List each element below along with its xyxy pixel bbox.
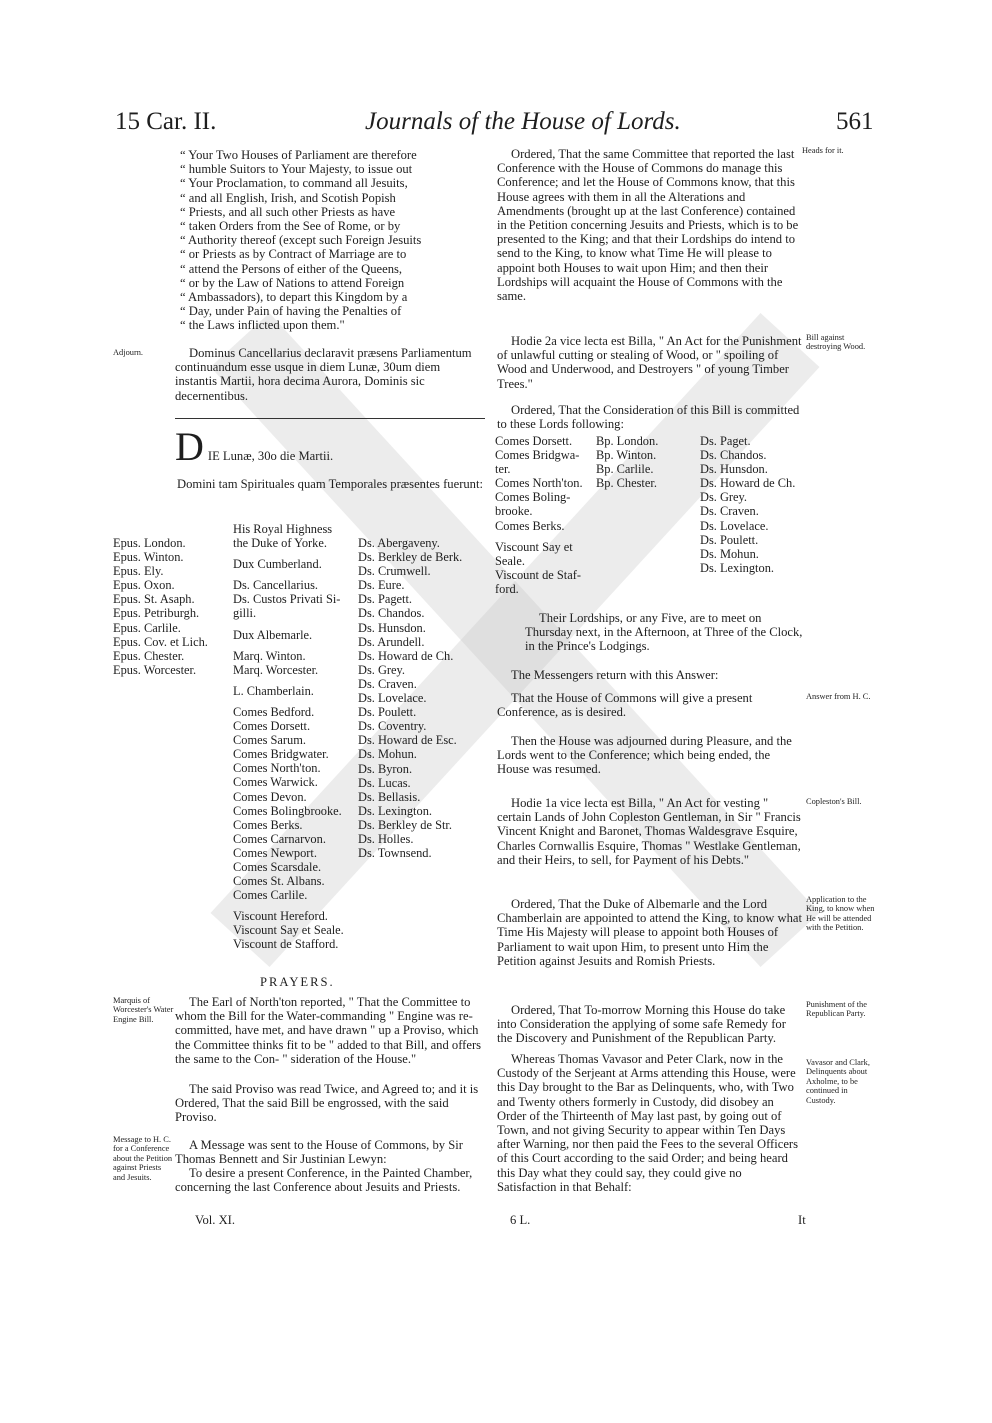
bishop-name: Epus. Cov. et Lich. bbox=[113, 634, 208, 649]
committee-member: Ds. Poulett. bbox=[700, 532, 759, 547]
committee-member: Comes North'ton. bbox=[495, 476, 583, 491]
quote-line: “ the Laws inflicted upon them." bbox=[180, 318, 485, 332]
lord-name: Viscount Say et Seale. bbox=[233, 923, 344, 938]
lord-name bbox=[233, 902, 344, 909]
running-head-regnal: 15 Car. II. bbox=[115, 108, 217, 135]
margin-note-application: Application to the King, to know when He will be attended with the Petition. bbox=[806, 895, 875, 933]
baron-name: Ds. Coventry. bbox=[358, 719, 427, 734]
committee-member: brooke. bbox=[495, 504, 533, 519]
punishment-paragraph: Ordered, That To-morrow Morning this House do take into Consideration the applying of some safe Remedy for the Discovery and Punishment of the Republican Party. bbox=[497, 1003, 786, 1046]
lord-name: Ds. Cancellarius. bbox=[233, 578, 318, 593]
baron-name: Ds. Bellasis. bbox=[358, 789, 421, 804]
petition-quote bbox=[180, 148, 485, 333]
wood-bill-paragraph: Hodie 2a vice lecta est Billa, " An Act for the Punishment of unlawful cutting or stealing of Wood, or " spoiling of Wood and Underwood, and Destroyers " of young Timber Trees." bbox=[497, 334, 802, 391]
page-number: 561 bbox=[836, 108, 874, 135]
drop-cap: D bbox=[175, 424, 204, 469]
committee-member: Seale. bbox=[495, 553, 525, 568]
bishop-name: Epus. Worcester. bbox=[113, 662, 197, 677]
baron-name: Ds. Abergaveny. bbox=[358, 536, 440, 550]
quote-line: “ Authority thereof (except such Foreign Jesuits bbox=[180, 233, 485, 247]
lord-name: Comes Bridgwater. bbox=[233, 747, 329, 762]
catchword: It bbox=[798, 1213, 806, 1227]
baron-name: Ds. Howard de Ch. bbox=[358, 648, 454, 663]
committee-member: Comes Dorsett. bbox=[495, 434, 573, 448]
committee-member: Bp. Carlile. bbox=[596, 462, 654, 477]
lord-name: Marq. Worcester. bbox=[233, 662, 319, 677]
margin-note-adjourn: Adjourn. bbox=[113, 348, 144, 357]
baron-name: Ds. Byron. bbox=[358, 761, 413, 776]
committee-member: Comes Boling- bbox=[495, 490, 571, 505]
baron-name: Ds. Berkley de Berk. bbox=[358, 550, 463, 565]
bishop-name: Epus. Oxon. bbox=[113, 578, 175, 593]
running-head-title: Journals of the House of Lords. bbox=[365, 108, 681, 135]
baron-name: Ds. Howard de Esc. bbox=[358, 733, 457, 748]
quote-line: “ and all English, Irish, and Scotish Popish bbox=[180, 191, 485, 205]
answer-paragraph: That the House of Commons will give a present Conference, as is desired. bbox=[497, 691, 753, 720]
lord-name bbox=[233, 571, 344, 578]
margin-note-copleston: Copleston's Bill. bbox=[806, 797, 862, 806]
lord-name bbox=[233, 621, 344, 628]
margin-note-vavasor: Vavasor and Clark, Delinquents about Axholme, to be continued in Custody. bbox=[806, 1058, 870, 1105]
present-heading: Domini tam Spirituales quam Temporales præsentes fuerunt: bbox=[177, 477, 483, 491]
bishop-name: Epus. London. bbox=[113, 536, 186, 550]
meeting-paragraph: Their Lordships, or any Five, are to meet on Thursday next, in the Afternoon, at Three of the Clock, in the Prince's Lodgings. bbox=[525, 611, 803, 654]
date-heading bbox=[175, 424, 334, 469]
lord-name: Comes Newport. bbox=[233, 845, 317, 860]
quote-line: “ Day, under Pain of having the Penalties of bbox=[180, 304, 485, 318]
baron-name: Ds. Lovelace. bbox=[358, 691, 427, 706]
baron-name: Ds. Eure. bbox=[358, 578, 405, 593]
lord-name bbox=[233, 677, 344, 684]
baron-name: Ds. Chandos. bbox=[358, 606, 425, 621]
signature-mark: 6 L. bbox=[510, 1213, 531, 1227]
committee-member: Ds. Howard de Ch. bbox=[700, 476, 796, 491]
message-paragraph: A Message was sent to the House of Commons, by Sir Thomas Bennett and Sir Justinian Lewyn: bbox=[175, 1138, 463, 1167]
barons-list bbox=[358, 536, 462, 860]
lord-name: Comes Carlile. bbox=[233, 888, 308, 903]
committee-member: Bp. Chester. bbox=[596, 476, 657, 491]
lord-name: Comes Dorsett. bbox=[233, 719, 311, 734]
lord-name: Dux Albemarle. bbox=[233, 627, 313, 642]
lord-name bbox=[233, 698, 344, 705]
committee-member: Viscount de Staf- bbox=[495, 567, 581, 582]
lord-name: Comes Berks. bbox=[233, 817, 303, 832]
quote-line: “ humble Suitors to Your Majesty, to issue out bbox=[180, 162, 485, 176]
lord-name: Viscount de Stafford. bbox=[233, 937, 339, 952]
lord-name: gilli. bbox=[233, 606, 257, 621]
bishop-name: Epus. Winton. bbox=[113, 550, 184, 565]
baron-name: Ds. Lexington. bbox=[358, 803, 432, 818]
bishop-name: Epus. St. Asaph. bbox=[113, 592, 195, 607]
baron-name: Ds. Poulett. bbox=[358, 705, 417, 720]
baron-name: Ds. Lucas. bbox=[358, 775, 411, 790]
volume-footer: Vol. XI. bbox=[195, 1213, 236, 1227]
quote-line: “ Your Two Houses of Parliament are therefore bbox=[180, 148, 485, 162]
committee-member: Comes Bridgwa- bbox=[495, 448, 580, 463]
baron-name: Ds. Hunsdon. bbox=[358, 620, 426, 635]
quote-line: “ Your Proclamation, to command all Jesuits, bbox=[180, 176, 485, 190]
baron-name: Ds. Berkley de Str. bbox=[358, 817, 452, 832]
lords-temporal-list bbox=[233, 522, 344, 952]
lord-name: Comes Warwick. bbox=[233, 775, 318, 790]
water-engine-report: The Earl of North'ton reported, " That the Committee to whom the Bill for the Water-commanding " Engine was re-committed, have met, and have drawn " up a Proviso, which the Committee thinks fit to be " added to that Bill, and offers the same to the Con- " sideration of the House." bbox=[175, 995, 482, 1066]
quote-line: “ Ambassadors), to depart this Kingdom by a bbox=[180, 290, 485, 304]
ordered-committee-paragraph: Ordered, That the same Committee that reported the last Conference with the House of Commons do manage this Conference; and let the House of Commons know, that this House agrees with them in all the Alterations and Amendments (brought up at the last Conference) contained in the Petition concerning Jesuits and Priests, which is to be presented to the King; and that their Lordships do intend to send to the King, to know what Time He will please to appoint both Houses to wait upon Him; and then their Lordships will acquaint the House of Commons with the same. bbox=[497, 147, 799, 304]
committee-member: Comes Berks. bbox=[495, 518, 565, 533]
committee-member: Ds. Lexington. bbox=[700, 560, 774, 575]
lord-name: Comes North'ton. bbox=[233, 761, 321, 776]
margin-note-answer: Answer from H. C. bbox=[806, 692, 871, 701]
conference-paragraph: To desire a present Conference, in the Painted Chamber, concerning the last Conference about Jesuits and Priests. bbox=[175, 1166, 473, 1195]
lord-name: Comes Bedford. bbox=[233, 704, 315, 719]
committee-member: Ds. Lovelace. bbox=[700, 518, 769, 533]
lord-name: Comes Carnarvon. bbox=[233, 831, 326, 846]
proviso-paragraph: The said Proviso was read Twice, and Agreed to; and it is Ordered, That the said Bill be engrossed, with the said Proviso. bbox=[175, 1082, 479, 1125]
committee-member: Viscount Say et bbox=[495, 539, 573, 554]
adjourn-paragraph: Dominus Cancellarius declaravit præsens Parliamentum continuandum esse usque in diem Lunæ, 30um diem instantis Martii, hora decima Aurora, Dominis sic decernentibus. bbox=[175, 346, 472, 403]
committee-member: ter. bbox=[495, 462, 511, 477]
lord-name: Dux Cumberland. bbox=[233, 557, 322, 572]
baron-name: Ds. Holles. bbox=[358, 831, 414, 846]
margin-note-heads: Heads for it. bbox=[802, 146, 844, 155]
copleston-bill-paragraph: Hodie 1a vice lecta est Billa, " An Act for vesting " certain Lands of John Copleston Gentleman, in Sir " Francis Vincent Knight and Baronet, Thomas Waldesgrave Esquire, Charles Cornwallis Esquire, Thomas " Westlake Gentleman, and their Heirs, to sell, for Payment of his Debts." bbox=[497, 796, 801, 867]
quote-line: “ attend the Persons of either of the Queens, bbox=[180, 262, 485, 276]
margin-note-punishment: Punishment of the Republican Party. bbox=[806, 1000, 867, 1019]
quote-line: “ Priests, and all such other Priests as have bbox=[180, 205, 485, 219]
lord-name: Marq. Winton. bbox=[233, 648, 306, 663]
quote-line: “ or by the Law of Nations to attend Foreign bbox=[180, 276, 485, 290]
committee-member: Ds. Mohun. bbox=[700, 546, 759, 561]
baron-name: Ds. Pagett. bbox=[358, 592, 413, 607]
committee-member: Bp. London. bbox=[596, 434, 659, 448]
date-text: IE Lunæ, 30o die Martii. bbox=[207, 449, 334, 463]
committee-member: Ds. Chandos. bbox=[700, 448, 767, 463]
lord-name: Ds. Custos Privati Si- bbox=[233, 592, 341, 607]
quote-line: “ or Priests as by Contract of Marriage are to bbox=[180, 247, 485, 261]
ordered-consideration: Ordered, That the Consideration of this Bill is committed to these Lords following: bbox=[497, 403, 800, 432]
bishop-name: Epus. Petriburgh. bbox=[113, 606, 200, 621]
committee-list-barons bbox=[700, 434, 795, 575]
prayers-heading: PRAYERS. bbox=[260, 975, 335, 989]
committee-member: Ds. Grey. bbox=[700, 490, 748, 505]
lord-name: Comes St. Albans. bbox=[233, 874, 325, 889]
lord-name: His Royal Highness bbox=[233, 522, 333, 536]
lord-name: Comes Bolingbrooke. bbox=[233, 803, 342, 818]
lord-name: L. Chamberlain. bbox=[233, 683, 314, 698]
bishop-name: Epus. Carlile. bbox=[113, 620, 181, 635]
bishop-name: Epus. Ely. bbox=[113, 564, 164, 579]
committee-member: Ds. Paget. bbox=[700, 434, 751, 448]
section-rule bbox=[175, 418, 485, 419]
baron-name: Ds. Arundell. bbox=[358, 634, 425, 649]
committee-member: ford. bbox=[495, 581, 519, 596]
baron-name: Ds. Grey. bbox=[358, 662, 406, 677]
vavasor-paragraph: Whereas Thomas Vavasor and Peter Clark, now in the Custody of the Serjeant at Arms attending this House, were this Day brought to the Bar as Delinquents, who, with Two and Twenty others formerly in Custody, did disobey an Order of the Thirteenth of May last past, by going out of Town, and not giving Security to appear within Ten Days after Warning, nor then paid the Fees to the several Officers of this Court according to the said Order; and being heard this Day what they could say, they could give no Satisfaction in that Behalf: bbox=[497, 1052, 799, 1194]
messengers-paragraph: The Messengers return with this Answer: bbox=[511, 668, 719, 682]
lord-name: Comes Devon. bbox=[233, 789, 307, 804]
lord-name: the Duke of Yorke. bbox=[233, 536, 327, 551]
committee-list-bishops bbox=[596, 434, 658, 490]
committee-member: Ds. Hunsdon. bbox=[700, 462, 768, 477]
baron-name: Ds. Townsend. bbox=[358, 846, 432, 861]
lord-name: Comes Scarsdale. bbox=[233, 859, 322, 874]
quote-line: “ taken Orders from the See of Rome, or by bbox=[180, 219, 485, 233]
bishop-name: Epus. Chester. bbox=[113, 648, 185, 663]
lord-name: Viscount Hereford. bbox=[233, 909, 328, 924]
baron-name: Ds. Craven. bbox=[358, 676, 417, 691]
committee-list-earls bbox=[495, 434, 583, 596]
baron-name: Ds. Mohun. bbox=[358, 747, 417, 762]
margin-note-wood: Bill against destroying Wood. bbox=[806, 333, 866, 352]
bishops-list bbox=[113, 536, 208, 677]
lord-name bbox=[233, 550, 344, 557]
committee-member: Ds. Craven. bbox=[700, 504, 759, 519]
committee-member: Bp. Winton. bbox=[596, 448, 657, 463]
adjourned-paragraph: Then the House was adjourned during Pleasure, and the Lords went to the Conference; which being ended, the House was resumed. bbox=[497, 734, 792, 777]
application-paragraph: Ordered, That the Duke of Albemarle and the Lord Chamberlain are appointed to attend the King, to know what Time His Majesty will please to appoint both Houses of Parliament to wait upon Him, to present unto Him the Petition against Jesuits and Romish Priests. bbox=[497, 897, 802, 968]
margin-note-message: Message to H. C. for a Conference about the Petition against Priests and Jesuits. bbox=[113, 1135, 173, 1182]
lord-name: Comes Sarum. bbox=[233, 733, 306, 748]
margin-note-water-engine: Marquis of Worcester's Water Engine Bill. bbox=[113, 996, 174, 1024]
baron-name: Ds. Crumwell. bbox=[358, 564, 431, 579]
lord-name bbox=[233, 642, 344, 649]
committee-member bbox=[495, 533, 583, 540]
